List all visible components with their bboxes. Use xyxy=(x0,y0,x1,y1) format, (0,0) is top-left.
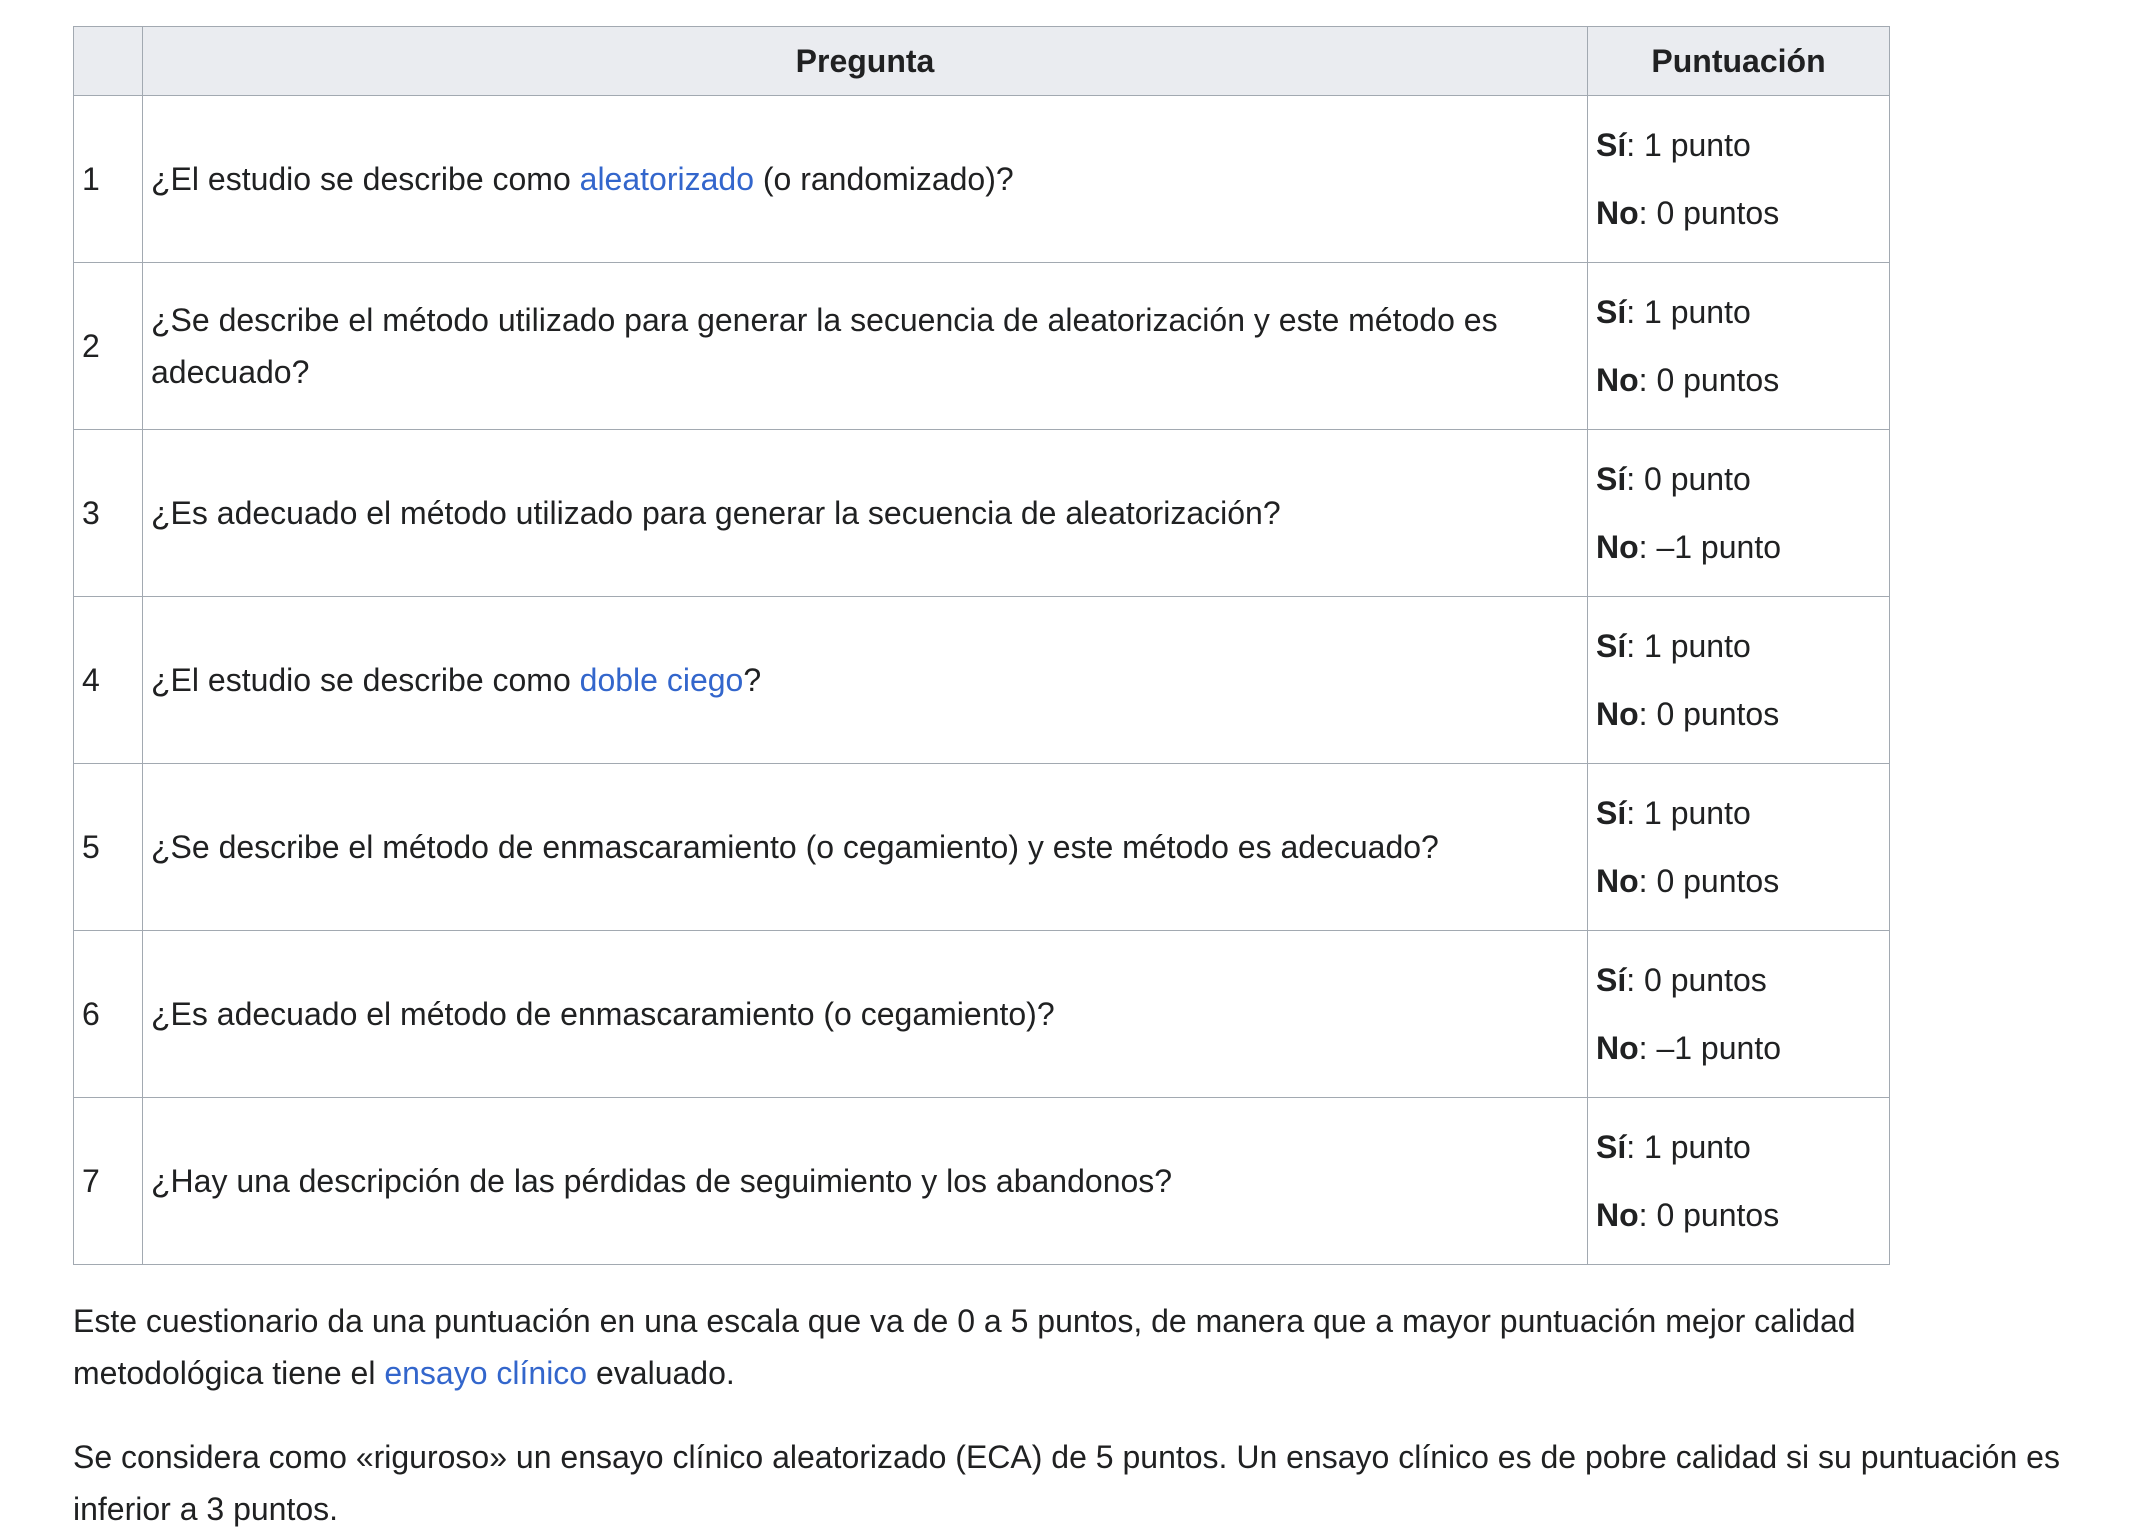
table-row xyxy=(74,263,1890,430)
table-row xyxy=(74,931,1890,1098)
question-cell xyxy=(143,931,1588,1098)
no-value: 0 puntos xyxy=(1656,863,1780,899)
row-number: 4 xyxy=(74,597,143,764)
no-value: 0 puntos xyxy=(1656,362,1780,398)
score-no: No: 0 puntos xyxy=(1596,696,1780,732)
row-number: 5 xyxy=(74,764,143,931)
score-yes: Sí: 1 punto xyxy=(1596,127,1751,163)
no-value: 0 puntos xyxy=(1656,696,1780,732)
paragraph-text: evaluado. xyxy=(587,1355,735,1391)
yes-label: Sí xyxy=(1596,127,1627,163)
no-label: No xyxy=(1596,529,1639,565)
yes-value: 0 puntos xyxy=(1644,962,1767,998)
yes-label: Sí xyxy=(1596,294,1627,330)
question-link[interactable]: aleatorizado xyxy=(579,161,754,197)
score-no: No: –1 punto xyxy=(1596,1030,1781,1066)
yes-value: 1 punto xyxy=(1644,1129,1751,1165)
score-no: No: 0 puntos xyxy=(1596,362,1780,398)
table-row xyxy=(74,96,1890,263)
score-cell xyxy=(1588,430,1890,597)
score-yes: Sí: 0 punto xyxy=(1596,461,1751,497)
paragraph-scale-description xyxy=(73,1295,1963,1399)
question-cell xyxy=(143,96,1588,263)
score-yes: Sí: 0 puntos xyxy=(1596,962,1767,998)
jadad-scale-table xyxy=(73,26,1890,1265)
no-label: No xyxy=(1596,362,1639,398)
question-text: ¿Se describe el método utilizado para generar la secuencia de aleatorización y este método es adecuado? xyxy=(151,302,1498,390)
question-text: ? xyxy=(743,662,762,698)
header-question: Pregunta xyxy=(143,27,1588,96)
table-row xyxy=(74,430,1890,597)
question-text: (o randomizado)? xyxy=(753,161,1014,197)
score-no: No: 0 puntos xyxy=(1596,863,1780,899)
row-number: 1 xyxy=(74,96,143,263)
score-no: No: –1 punto xyxy=(1596,529,1781,565)
question-cell xyxy=(143,597,1588,764)
no-label: No xyxy=(1596,1197,1639,1233)
question-text: ¿El estudio se describe como xyxy=(151,662,580,698)
table-header-row xyxy=(74,27,1890,96)
score-cell xyxy=(1588,931,1890,1098)
yes-label: Sí xyxy=(1596,461,1627,497)
row-number: 3 xyxy=(74,430,143,597)
table-row xyxy=(74,597,1890,764)
score-cell xyxy=(1588,597,1890,764)
no-label: No xyxy=(1596,195,1639,231)
score-yes: Sí: 1 punto xyxy=(1596,628,1751,664)
score-no: No: 0 puntos xyxy=(1596,195,1780,231)
question-cell xyxy=(143,263,1588,430)
score-yes: Sí: 1 punto xyxy=(1596,1129,1751,1165)
score-cell xyxy=(1588,1098,1890,1265)
score-yes: Sí: 1 punto xyxy=(1596,795,1751,831)
yes-label: Sí xyxy=(1596,795,1627,831)
yes-label: Sí xyxy=(1596,628,1627,664)
question-text: ¿Es adecuado el método de enmascaramiento (o cegamiento)? xyxy=(151,996,1055,1032)
header-number xyxy=(74,27,143,96)
score-no: No: 0 puntos xyxy=(1596,1197,1780,1233)
paragraph-rigor-criteria: Se considera como «riguroso» un ensayo clínico aleatorizado (ECA) de 5 puntos. Un ensayo clínico es de pobre calidad si su puntuación es inferior a 3 puntos. xyxy=(73,1439,2060,1527)
yes-value: 1 punto xyxy=(1644,628,1751,664)
no-value: –1 punto xyxy=(1656,529,1781,565)
score-yes: Sí: 1 punto xyxy=(1596,294,1751,330)
score-cell xyxy=(1588,764,1890,931)
score-cell xyxy=(1588,96,1890,263)
question-text: ¿El estudio se describe como xyxy=(151,161,580,197)
yes-value: 1 punto xyxy=(1644,127,1751,163)
yes-value: 1 punto xyxy=(1644,795,1751,831)
yes-label: Sí xyxy=(1596,1129,1627,1165)
no-label: No xyxy=(1596,696,1639,732)
row-number: 6 xyxy=(74,931,143,1098)
no-value: 0 puntos xyxy=(1656,195,1780,231)
no-label: No xyxy=(1596,1030,1639,1066)
yes-value: 1 punto xyxy=(1644,294,1751,330)
question-text: ¿Hay una descripción de las pérdidas de seguimiento y los abandonos? xyxy=(151,1163,1173,1199)
yes-label: Sí xyxy=(1596,962,1627,998)
header-score: Puntuación xyxy=(1588,27,1890,96)
no-value: 0 puntos xyxy=(1656,1197,1780,1233)
table-row xyxy=(74,1098,1890,1265)
score-cell xyxy=(1588,263,1890,430)
article-content xyxy=(73,26,2113,1535)
question-cell xyxy=(143,1098,1588,1265)
table-row xyxy=(74,764,1890,931)
question-text: ¿Es adecuado el método utilizado para generar la secuencia de aleatorización? xyxy=(151,495,1281,531)
no-value: –1 punto xyxy=(1656,1030,1781,1066)
paragraph-text: Este cuestionario da una puntuación en una escala que va de 0 a 5 puntos, de manera que a mayor puntuación mejor calidad metodológica tiene el xyxy=(73,1303,1856,1391)
question-cell xyxy=(143,764,1588,931)
question-text: ¿Se describe el método de enmascaramiento (o cegamiento) y este método es adecuado? xyxy=(151,829,1439,865)
yes-value: 0 punto xyxy=(1644,461,1751,497)
link-ensayo-clinico[interactable]: ensayo clínico xyxy=(384,1355,588,1391)
no-label: No xyxy=(1596,863,1639,899)
row-number: 7 xyxy=(74,1098,143,1265)
question-cell xyxy=(143,430,1588,597)
question-link[interactable]: doble ciego xyxy=(579,662,744,698)
row-number: 2 xyxy=(74,263,143,430)
